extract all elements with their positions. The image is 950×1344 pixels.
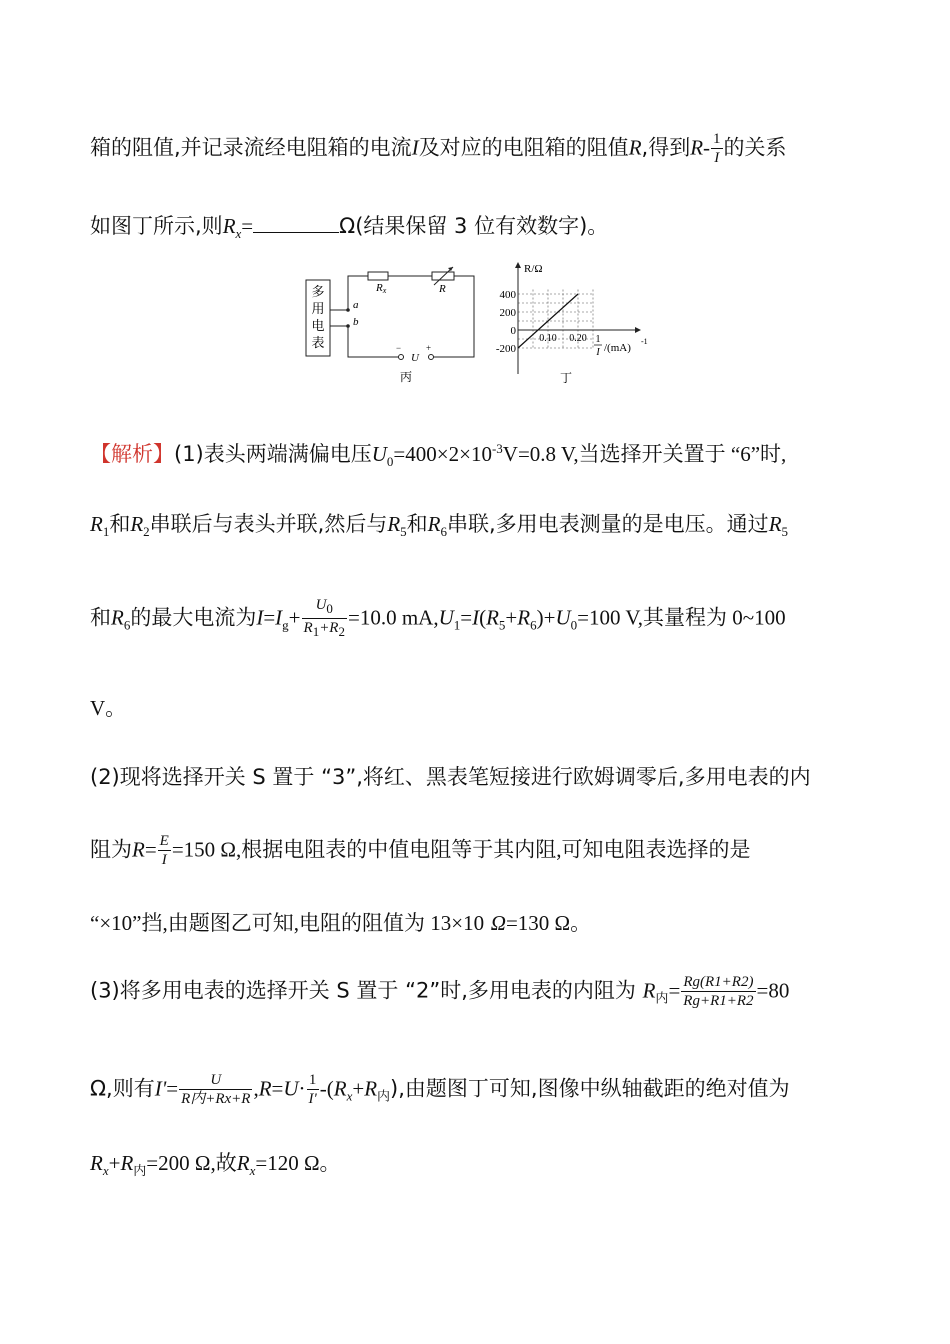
var: R [427,512,441,536]
fraction-denominator: Rg+R1+R2 [683,993,754,1009]
var: U [555,605,571,630]
text: =100 V,其量程为 0~100 [577,605,786,630]
intro-text: 如图丁所示,则 [90,214,223,238]
subscript: 0 [386,454,394,470]
fraction-numerator: Rg(R1+R2) [681,973,755,992]
solution-line-6 [90,832,751,869]
math: = [263,605,276,630]
multimeter-char: 用 [311,301,325,316]
var-r: R [628,135,642,160]
math: =400×2×10 [393,442,492,466]
subscript: 5 [400,524,407,540]
multimeter-char: 表 [311,335,325,350]
fraction-numerator: 1 [307,1071,319,1090]
subscript: 1 [453,617,461,633]
y-tick-label: 0 [510,325,516,337]
var: R [130,512,144,536]
text: 串联后与表头并联,然后与 [149,512,388,536]
x-tick-label: 0.10 [539,333,557,344]
solution-line-2 [90,509,788,547]
text: “×10”挡,由题图乙可知,电阻的阻值为 13×10 [90,911,485,935]
fraction-u0-over-r1r2 [302,596,347,641]
fraction-inner-resistance [681,973,755,1010]
var: R [258,1076,272,1101]
resistor-rx [368,272,388,280]
subscript: x [249,1163,256,1179]
y-tick-label: 200 [499,307,516,319]
fraction-denominator: R内+Rx+R [181,1091,251,1107]
subscript: x [102,1163,109,1179]
text: Ω,则有 [90,1076,155,1101]
intro-text: 的关系 [723,135,787,160]
analysis-tag: 【解析】 [90,442,174,466]
text: 和 [90,605,111,630]
fraction-denominator: $R_1+R_2$ [303,620,345,639]
circuit-diagram [306,267,474,384]
text: 阻为 [90,837,132,862]
subscript: 6 [123,617,131,633]
superscript: -3 [491,441,503,456]
var: R [642,978,656,1003]
intro-line-1 [90,130,787,167]
math: = [144,837,157,862]
caption-bing: 丙 [400,370,413,384]
circuit-wires [348,276,474,357]
label-r: R [439,283,446,295]
subscript: 内 [655,990,669,1006]
answer-blank[interactable] [253,212,339,233]
subscript: 内 [377,1088,391,1104]
math: + [505,605,518,630]
multimeter-char: 多 [311,284,325,299]
y-tick-label: -200 [495,343,516,355]
subscript: 内 [133,1163,147,1179]
math: -( [319,1076,334,1101]
var: Ω [490,911,506,935]
subscript: 6 [530,617,537,633]
subscript: x [235,226,242,242]
var: I [275,605,283,630]
var: R [486,605,499,630]
x-label-numerator: 1 [595,334,601,345]
math: )+ [536,605,556,630]
subscript: 5 [498,617,506,633]
solution-line-4 [90,693,126,723]
text: =120 Ω。 [255,1151,341,1175]
fraction-1-over-iprime [307,1071,319,1108]
solution-line-9 [90,1071,790,1112]
equals: = [241,214,254,238]
fraction-denominator: I [161,852,167,868]
x-label-denominator: I [596,347,600,358]
text: (1)表头两端满偏电压 [174,442,372,466]
intro-text: 及对应的电阻箱的阻值 [418,135,629,160]
var: R [387,512,401,536]
var: U [371,442,387,466]
var-r: R- [690,135,711,160]
math: =80 [756,978,790,1003]
text: 串联,多用电表测量的是电压。通过 [447,512,769,536]
var: I [472,605,480,630]
var: R [768,512,782,536]
source-terminal-minus [399,355,404,360]
var: R [111,605,124,630]
intro-text: Ω(结果保留 3 位有效数字)。 [339,214,609,238]
var: R [517,605,531,630]
x-axis-arrow [635,327,641,333]
text: 的最大电流为 [130,605,257,630]
var: U [438,605,454,630]
fraction-e-over-i [158,832,171,869]
solution-line-5 [90,762,811,792]
fraction-denominator: I [714,150,720,166]
var-i: I [411,135,419,160]
y-tick-label: 400 [499,289,516,301]
label-rx: Rx [376,282,387,295]
var-rx: R [222,214,236,238]
fraction-1-over-i [711,130,723,167]
x-label-exponent: -1 [641,337,648,346]
label-u: U [411,352,419,364]
subscript: 1 [102,524,110,540]
var: R [90,512,103,536]
fraction-numerator: 1 [713,131,721,147]
text: =150 Ω,根据电阻表的中值电阻等于其内阻,可知电阻表选择的是 [171,837,751,862]
x-label-unit: /(mA) [604,342,631,354]
fraction-denominator: I' [308,1091,317,1107]
intro-text: 箱的阻值,并记录流经电阻箱的电流 [90,135,412,160]
source-terminal-plus [429,355,434,360]
intro-text: ,得到 [641,135,691,160]
var: R [364,1076,378,1101]
var: I' [154,1076,167,1101]
solution-line-1 [90,434,786,477]
math: = [166,1076,179,1101]
math: = [668,978,681,1003]
caption-ding: 丁 [560,371,573,385]
y-axis-label: R/Ω [524,263,543,275]
text: V=0.8 V,当选择开关置于 “6”时, [502,442,787,466]
text: V。 [90,696,127,720]
solution-line-10 [90,1148,341,1186]
math: =10.0 mA, [347,605,439,630]
subscript: 6 [440,524,447,540]
var: R [120,1151,134,1175]
minus-sign: − [396,343,402,353]
subscript: 0 [570,617,578,633]
math: = [271,1076,284,1101]
text: (3)将多用电表的选择开关 S 置于 “2”时,多用电表的内阻为 [90,978,636,1003]
text: ),由题图丁可知,图像中纵轴截距的绝对值为 [390,1076,790,1101]
multimeter-char: 电 [311,318,325,333]
label-b: b [353,316,359,328]
solution-line-3 [90,596,786,641]
solution-line-7 [90,908,591,938]
math: ( [479,605,487,630]
text: (2)现将选择开关 S 置于 “3”,将红、黑表笔短接进行欧姆调零后,多用电表的内 [90,765,811,789]
terminal-a [346,308,350,312]
x-tick-label: 0.20 [569,333,587,344]
text: 和 [406,512,428,536]
var: U [283,1076,299,1101]
fraction-numerator: U [179,1071,252,1090]
math: = [460,605,473,630]
text: =130 Ω。 [505,911,592,935]
graph-r-vs-inverse-i [496,262,648,385]
text: =200 Ω,故 [146,1151,237,1175]
math: + [108,1151,121,1175]
terminal-b [346,324,350,328]
subscript: 2 [143,524,150,540]
subscript: g [282,617,289,633]
label-a: a [353,299,359,311]
figure-circuit-and-graph [296,258,666,390]
math: + [288,605,301,630]
fraction-numerator: $U_0$ [302,596,347,619]
solution-line-8 [90,973,789,1014]
subscript: 5 [781,524,789,540]
var: R [236,1151,250,1175]
math: + [352,1076,365,1101]
var: R [333,1076,347,1101]
text: 和 [109,512,131,536]
plus-sign: + [426,343,432,353]
var: R [132,837,145,862]
y-axis-arrow [515,262,521,268]
fraction-numerator: E [159,833,169,849]
var: I [256,605,264,630]
var: R [90,1151,103,1175]
intro-line-2 [90,211,608,249]
fraction-u-over-sum [179,1071,252,1108]
math: · [298,1076,306,1101]
math: , [253,1076,259,1101]
subscript: x [346,1088,353,1104]
